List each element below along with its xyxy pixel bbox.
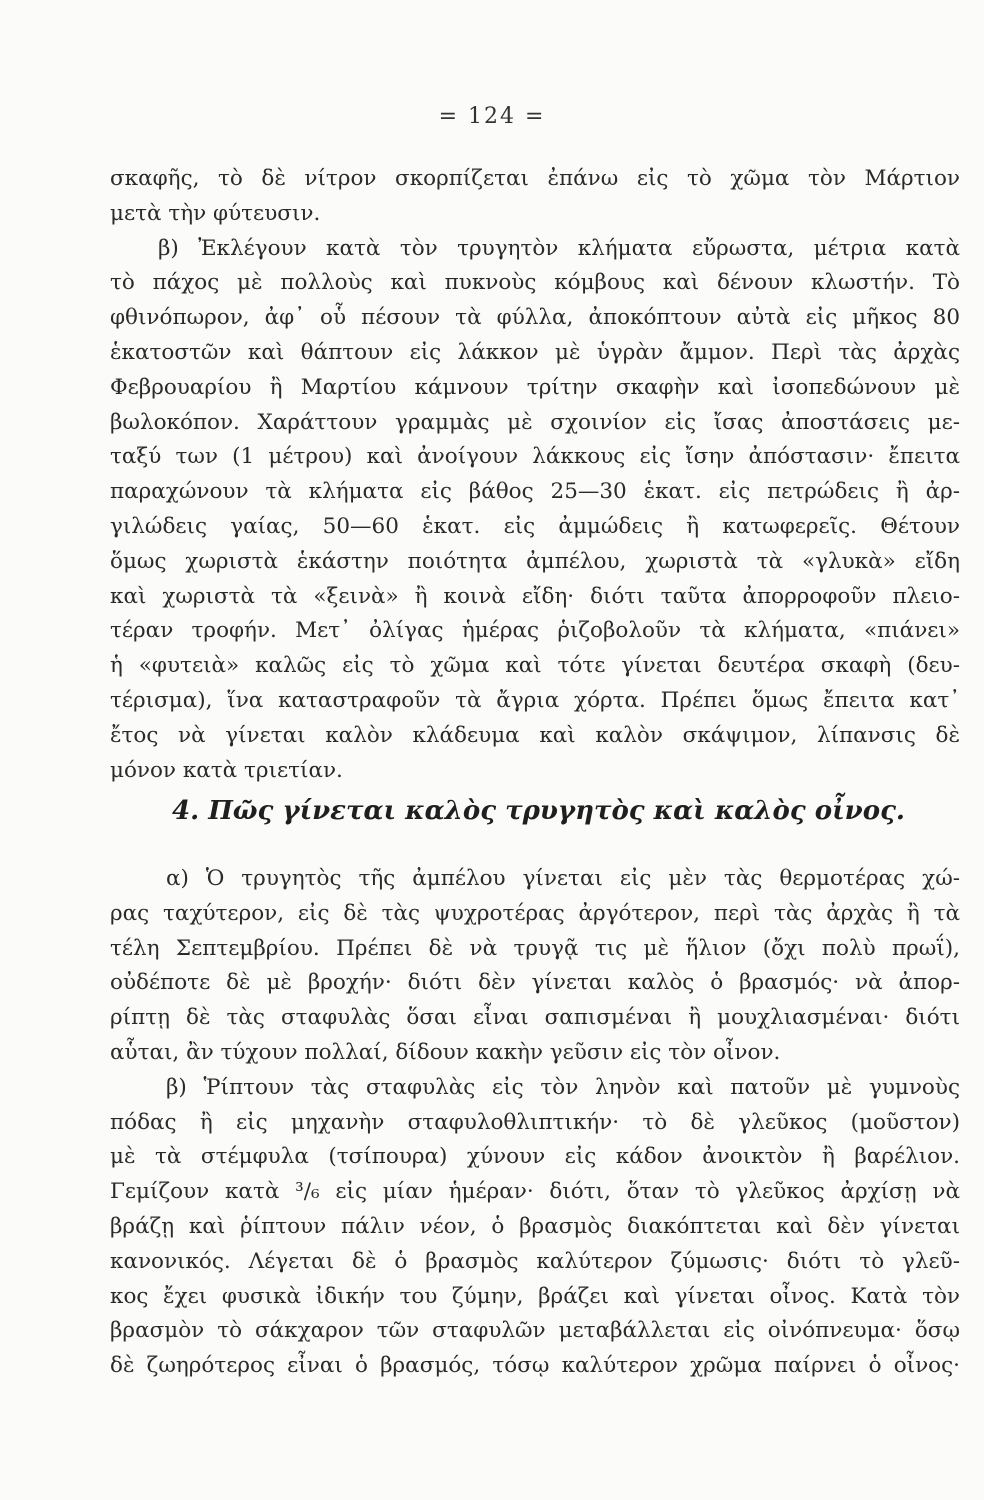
- section-2-text: [110, 862, 960, 1384]
- text-line: ἡ «φυτειὰ» καλῶς εἰς τὸ χῶμα καὶ τότε γίνεται δευτέρα σκαφὴ (δευ-: [110, 653, 960, 679]
- text-line: πόδας ἢ εἰς μηχανὴν σταφυλοθλιπτικήν· τὸ δὲ γλεῦκος (μοῦστον): [110, 1109, 960, 1135]
- text-line: μὲ τὰ στέμφυλα (τσίπουρα) χύνουν εἰς κάδον ἀνοικτὸν ἢ βαρέλιον.: [110, 1144, 960, 1170]
- text-line: Γεμίζουν κατὰ ³/₆ εἰς μίαν ἡμέραν· διότι, ὅταν τὸ γλεῦκος ἀρχίσῃ νὰ: [110, 1179, 960, 1205]
- text-line: τέλη Σεπτεμβρίου. Πρέπει δὲ νὰ τρυγᾷ τις μὲ ἥλιον (ὄχι πολὺ πρωΐ),: [110, 935, 960, 961]
- text-line: τὸ πάχος μὲ πολλοὺς καὶ πυκνοὺς κόμβους καὶ δένουν κλωστήν. Τὸ: [110, 270, 960, 296]
- page-number: = 124 =: [438, 104, 546, 129]
- text-line: σκαφῆς, τὸ δὲ νίτρον σκορπίζεται ἐπάνω εἰς τὸ χῶμα τὸν Μάρτιον: [110, 166, 960, 191]
- text-line: οὐδέποτε δὲ μὲ βροχήν· διότι δὲν γίνεται καλὸς ὁ βρασμός· νὰ ἀπορ-: [110, 970, 960, 996]
- text-line: κανονικός. Λέγεται δὲ ὁ βρασμὸς καλύτερον ζύμωσις· διότι τὸ γλεῦ-: [110, 1248, 960, 1274]
- text-line: παραχώνουν τὰ κλήματα εἰς βάθος 25—30 ἑκατ. εἰς πετρώδεις ἢ ἀρ-: [110, 479, 960, 505]
- text-line: ρίπτῃ δὲ τὰς σταφυλὰς ὅσαι εἶναι σαπισμέναι ἢ μουχλιασμέναι· διότι: [110, 1005, 960, 1031]
- text-line: τέραν τροφήν. Μετ᾽ ὀλίγας ἡμέρας ῥιζοβολοῦν τὰ κλήματα, «πιάνει»: [110, 618, 960, 644]
- text-line: φθινόπωρον, ἀφ᾽ οὗ πέσουν τὰ φύλλα, ἀποκόπτουν αὐτὰ εἰς μῆκος 80: [110, 305, 960, 331]
- text-line: Φεβρουαρίου ἢ Μαρτίου κάμνουν τρίτην σκαφὴν καὶ ἰσοπεδώνουν μὲ: [110, 374, 960, 400]
- text-line: ἑκατοστῶν καὶ θάπτουν εἰς λάκκον μὲ ὑγρὰν ἄμμον. Περὶ τὰς ἀρχὰς: [110, 339, 960, 365]
- text-line: β) Ῥίπτουν τὰς σταφυλὰς εἰς τὸν ληνὸν καὶ πατοῦν μὲ γυμνοὺς: [166, 1074, 960, 1100]
- section-1-text: [110, 162, 960, 788]
- text-line: μετὰ τὴν φύτευσιν.: [110, 200, 321, 226]
- text-line: ρας ταχύτερον, εἰς δὲ τὰς ψυχροτέρας ἀργότερον, περὶ τὰς ἀρχὰς ἢ τὰ: [110, 900, 960, 926]
- text-line: ὅμως χωριστὰ ἑκάστην ποιότητα ἀμπέλου, χωριστὰ τὰ «γλυκὰ» εἴδη: [110, 548, 960, 574]
- text-line: κος ἔχει φυσικὰ ἰδικήν του ζύμην, βράζει καὶ γίνεται οἶνος. Κατὰ τὸν: [110, 1283, 960, 1309]
- text-line: τέρισμα), ἵνα καταστραφοῦν τὰ ἄγρια χόρτα. Πρέπει ὅμως ἔπειτα κατ᾽: [110, 687, 960, 713]
- text-line: βράζῃ καὶ ῥίπτουν πάλιν νέον, ὁ βρασμὸς διακόπτεται καὶ δὲν γίνεται: [110, 1213, 960, 1239]
- text-line: δὲ ζωηρότερος εἶναι ὁ βρασμός, τόσῳ καλύτερον χρῶμα παίρνει ὁ οἶνος·: [110, 1353, 960, 1379]
- text-line: γιλώδεις γαίας, 50—60 ἑκατ. εἰς ἀμμώδεις ἢ κατωφερεῖς. Θέτουν: [110, 513, 960, 539]
- text-line: αὗται, ἂν τύχουν πολλαί, δίδουν κακὴν γεῦσιν εἰς τὸν οἶνον.: [110, 1039, 781, 1065]
- text-line: βρασμὸν τὸ σάκχαρον τῶν σταφυλῶν μεταβάλλεται εἰς οἰνόπνευμα· ὅσῳ: [110, 1318, 960, 1344]
- text-line: β) Ἐκλέγουν κατὰ τὸν τρυγητὸν κλήματα εὔρωστα, μέτρια κατὰ: [158, 235, 960, 261]
- text-line: καὶ χωριστὰ τὰ «ξεινὰ» ἢ κοινὰ εἴδη· διότι ταῦτα ἀπορροφοῦν πλειο-: [110, 583, 960, 609]
- text-line: α) Ὁ τρυγητὸς τῆς ἀμπέλου γίνεται εἰς μὲν τὰς θερμοτέρας χώ-: [166, 866, 960, 891]
- section-heading: 4. Πῶς γίνεται καλὸς τρυγητὸς καὶ καλὸς οἶνος.: [172, 796, 905, 826]
- text-line: βωλοκόπον. Χαράττουν γραμμὰς μὲ σχοινίον εἰς ἴσας ἀποστάσεις με-: [110, 409, 960, 435]
- text-line: μόνον κατὰ τριετίαν.: [110, 757, 343, 783]
- text-line: ἔτος νὰ γίνεται καλὸν κλάδευμα καὶ καλὸν σκάψιμον, λίπανσις δὲ: [110, 722, 960, 748]
- text-line: ταξύ των (1 μέτρου) καὶ ἀνοίγουν λάκκους εἰς ἴσην ἀπόστασιν· ἔπειτα: [110, 444, 960, 470]
